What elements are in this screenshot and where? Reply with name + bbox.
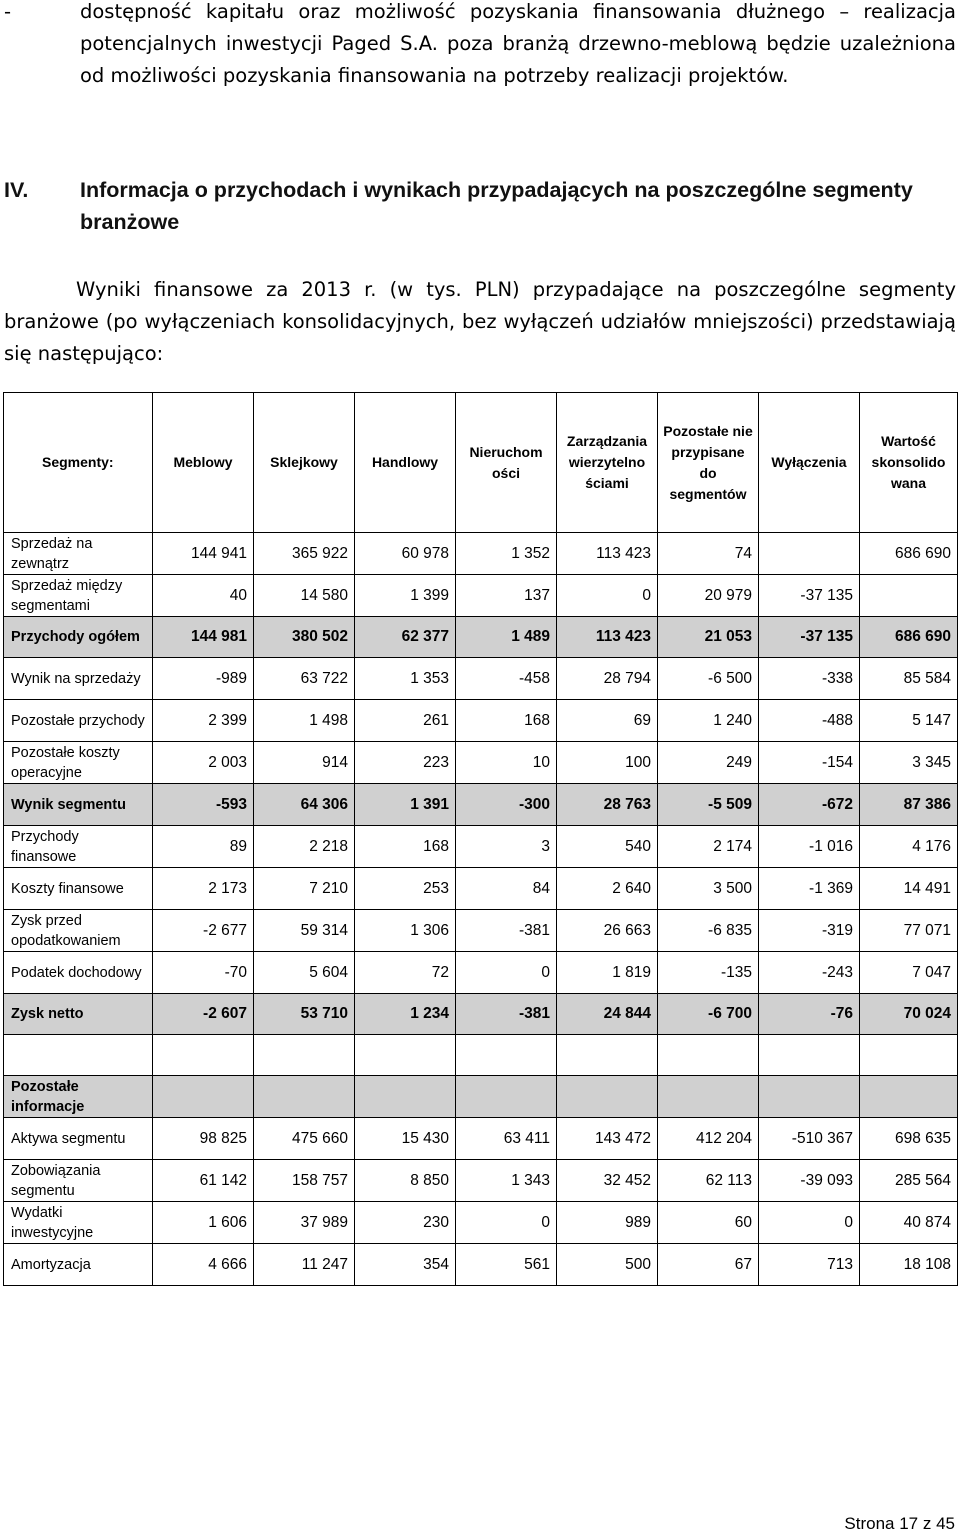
value-cell: 1 234 xyxy=(355,994,456,1035)
value-cell: 69 xyxy=(557,700,658,742)
value-cell: 77 071 xyxy=(860,910,958,952)
header-cell: Wartość skonsolido wana xyxy=(860,393,958,533)
value-cell: 0 xyxy=(759,1202,860,1244)
value-cell: -76 xyxy=(759,994,860,1035)
value-cell: 540 xyxy=(557,826,658,868)
value-cell: 85 584 xyxy=(860,658,958,700)
value-cell: 15 430 xyxy=(355,1118,456,1160)
row-label: Wydatki inwestycyjne xyxy=(4,1202,153,1244)
value-cell: -70 xyxy=(153,952,254,994)
value-cell: -488 xyxy=(759,700,860,742)
value-cell: 2 218 xyxy=(254,826,355,868)
value-cell: -37 135 xyxy=(759,575,860,617)
page-number: Strona 17 z 45 xyxy=(844,1514,955,1533)
value-cell: 4 666 xyxy=(153,1244,254,1286)
value-cell: -6 835 xyxy=(658,910,759,952)
row-label: Przychody finansowe xyxy=(4,826,153,868)
value-cell: 158 757 xyxy=(254,1160,355,1202)
bullet-paragraph xyxy=(4,0,956,92)
value-cell: 11 247 xyxy=(254,1244,355,1286)
value-cell xyxy=(860,575,958,617)
value-cell: 698 635 xyxy=(860,1118,958,1160)
value-cell: 53 710 xyxy=(254,994,355,1035)
value-cell xyxy=(759,533,860,575)
header-cell: Zarządzania wierzytelno ściami xyxy=(557,393,658,533)
row-label: Zysk przed opodatkowaniem xyxy=(4,910,153,952)
value-cell: 686 690 xyxy=(860,533,958,575)
value-cell: 1 489 xyxy=(456,617,557,658)
value-cell: 1 353 xyxy=(355,658,456,700)
table-row xyxy=(4,1244,958,1286)
value-cell: 21 053 xyxy=(658,617,759,658)
value-cell: 24 844 xyxy=(557,994,658,1035)
value-cell: 74 xyxy=(658,533,759,575)
value-cell: 3 345 xyxy=(860,742,958,784)
value-cell: 5 604 xyxy=(254,952,355,994)
value-cell: 62 113 xyxy=(658,1160,759,1202)
value-cell: 28 763 xyxy=(557,784,658,826)
value-cell: 28 794 xyxy=(557,658,658,700)
header-cell: Wyłączenia xyxy=(759,393,860,533)
header-cell: Segmenty: xyxy=(4,393,153,533)
table-row xyxy=(4,533,958,575)
value-cell: 686 690 xyxy=(860,617,958,658)
bullet-marker: - xyxy=(4,0,12,23)
value-cell: 1 240 xyxy=(658,700,759,742)
value-cell: 60 978 xyxy=(355,533,456,575)
value-cell: 7 047 xyxy=(860,952,958,994)
row-label: Wynik segmentu xyxy=(4,784,153,826)
value-cell: 230 xyxy=(355,1202,456,1244)
table-row-total xyxy=(4,784,958,826)
section-heading xyxy=(4,174,956,238)
value-cell: 1 391 xyxy=(355,784,456,826)
value-cell: 380 502 xyxy=(254,617,355,658)
value-cell: -593 xyxy=(153,784,254,826)
value-cell: 18 108 xyxy=(860,1244,958,1286)
value-cell: 1 352 xyxy=(456,533,557,575)
value-cell: 2 173 xyxy=(153,868,254,910)
table-row xyxy=(4,658,958,700)
value-cell: 72 xyxy=(355,952,456,994)
row-label: Pozostałe informacje xyxy=(4,1076,153,1118)
value-cell: 143 472 xyxy=(557,1118,658,1160)
row-label: Sprzedaż na zewnątrz xyxy=(4,533,153,575)
value-cell: 2 174 xyxy=(658,826,759,868)
value-cell: 1 606 xyxy=(153,1202,254,1244)
value-cell: -1 016 xyxy=(759,826,860,868)
value-cell: -6 700 xyxy=(658,994,759,1035)
value-cell: 37 989 xyxy=(254,1202,355,1244)
header-cell: Handlowy xyxy=(355,393,456,533)
value-cell: 1 819 xyxy=(557,952,658,994)
value-cell: 1 306 xyxy=(355,910,456,952)
value-cell: 62 377 xyxy=(355,617,456,658)
header-cell: Sklejkowy xyxy=(254,393,355,533)
table-row xyxy=(4,826,958,868)
value-cell: 64 306 xyxy=(254,784,355,826)
row-label: Wynik na sprzedaży xyxy=(4,658,153,700)
value-cell: 26 663 xyxy=(557,910,658,952)
value-cell: 2 640 xyxy=(557,868,658,910)
row-label: Zysk netto xyxy=(4,994,153,1035)
bullet-text: dostępność kapitału oraz możliwość pozyskania finansowania dłużnego – realizacja potencjalnych inwestycji Paged S.A. poza branżą drzewno-meblową będzie uzależniona od możliwości pozyskania finansowania na potrzeby realizacji projektów. xyxy=(80,0,956,87)
value-cell: -458 xyxy=(456,658,557,700)
table-row xyxy=(4,575,958,617)
value-cell: 261 xyxy=(355,700,456,742)
intro-text: Wyniki finansowe za 2013 r. (w tys. PLN) przypadające na poszczególne segmenty branżowe (po wyłączeniach konsolidacyjnych, bez wyłączeń udziałów mniejszości) przedstawiają się następująco: xyxy=(4,278,956,365)
value-cell: -2 607 xyxy=(153,994,254,1035)
value-cell: 285 564 xyxy=(860,1160,958,1202)
value-cell: 4 176 xyxy=(860,826,958,868)
table-row xyxy=(4,700,958,742)
value-cell: -2 677 xyxy=(153,910,254,952)
value-cell: -989 xyxy=(153,658,254,700)
value-cell: -300 xyxy=(456,784,557,826)
table-section-row xyxy=(4,1076,958,1118)
value-cell: 89 xyxy=(153,826,254,868)
table-row xyxy=(4,952,958,994)
row-label: Podatek dochodowy xyxy=(4,952,153,994)
value-cell: 0 xyxy=(557,575,658,617)
value-cell: 3 500 xyxy=(658,868,759,910)
value-cell: 40 xyxy=(153,575,254,617)
value-cell: 113 423 xyxy=(557,533,658,575)
value-cell: 67 xyxy=(658,1244,759,1286)
header-cell: Nieruchom ości xyxy=(456,393,557,533)
value-cell: 100 xyxy=(557,742,658,784)
row-label: Sprzedaż między segmentami xyxy=(4,575,153,617)
value-cell: 87 386 xyxy=(860,784,958,826)
row-label: Aktywa segmentu xyxy=(4,1118,153,1160)
value-cell: -319 xyxy=(759,910,860,952)
value-cell: 500 xyxy=(557,1244,658,1286)
value-cell: 3 xyxy=(456,826,557,868)
header-cell: Meblowy xyxy=(153,393,254,533)
intro-paragraph xyxy=(4,274,956,370)
value-cell: -381 xyxy=(456,910,557,952)
value-cell: 8 850 xyxy=(355,1160,456,1202)
value-cell: 40 874 xyxy=(860,1202,958,1244)
value-cell: 168 xyxy=(355,826,456,868)
value-cell: 253 xyxy=(355,868,456,910)
value-cell: 63 411 xyxy=(456,1118,557,1160)
value-cell: 412 204 xyxy=(658,1118,759,1160)
value-cell: 168 xyxy=(456,700,557,742)
table-row-total xyxy=(4,994,958,1035)
value-cell: 0 xyxy=(456,1202,557,1244)
row-label: Przychody ogółem xyxy=(4,617,153,658)
value-cell: -37 135 xyxy=(759,617,860,658)
value-cell: 32 452 xyxy=(557,1160,658,1202)
row-label: Pozostałe przychody xyxy=(4,700,153,742)
table-header-row xyxy=(4,393,958,533)
value-cell: 20 979 xyxy=(658,575,759,617)
table-row xyxy=(4,1160,958,1202)
value-cell: 70 024 xyxy=(860,994,958,1035)
value-cell: 1 399 xyxy=(355,575,456,617)
value-cell: -510 367 xyxy=(759,1118,860,1160)
value-cell: 0 xyxy=(456,952,557,994)
value-cell: 914 xyxy=(254,742,355,784)
value-cell: 365 922 xyxy=(254,533,355,575)
row-label: Pozostałe koszty operacyjne xyxy=(4,742,153,784)
value-cell: 59 314 xyxy=(254,910,355,952)
value-cell: -243 xyxy=(759,952,860,994)
value-cell: -5 509 xyxy=(658,784,759,826)
row-label: Amortyzacja xyxy=(4,1244,153,1286)
value-cell: 10 xyxy=(456,742,557,784)
table-spacer-row xyxy=(4,1035,958,1076)
table-row xyxy=(4,910,958,952)
value-cell: -154 xyxy=(759,742,860,784)
value-cell: 223 xyxy=(355,742,456,784)
value-cell: 137 xyxy=(456,575,557,617)
section-number: IV. xyxy=(4,178,29,202)
value-cell: 989 xyxy=(557,1202,658,1244)
header-cell: Pozostałe nie przypisane do segmentów xyxy=(658,393,759,533)
value-cell: 144 981 xyxy=(153,617,254,658)
value-cell: 475 660 xyxy=(254,1118,355,1160)
row-label: Zobowiązania segmentu xyxy=(4,1160,153,1202)
value-cell: 2 399 xyxy=(153,700,254,742)
value-cell: 7 210 xyxy=(254,868,355,910)
table-row xyxy=(4,742,958,784)
row-label: Koszty finansowe xyxy=(4,868,153,910)
value-cell: 61 142 xyxy=(153,1160,254,1202)
value-cell: 98 825 xyxy=(153,1118,254,1160)
value-cell: 249 xyxy=(658,742,759,784)
value-cell: 1 343 xyxy=(456,1160,557,1202)
value-cell: 2 003 xyxy=(153,742,254,784)
value-cell: -338 xyxy=(759,658,860,700)
value-cell: -1 369 xyxy=(759,868,860,910)
table-row xyxy=(4,1118,958,1160)
value-cell: 113 423 xyxy=(557,617,658,658)
value-cell: -6 500 xyxy=(658,658,759,700)
value-cell: 14 580 xyxy=(254,575,355,617)
section-title: Informacja o przychodach i wynikach przypadających na poszczególne segmenty branżowe xyxy=(80,178,913,234)
value-cell: -672 xyxy=(759,784,860,826)
segment-results-table xyxy=(3,392,958,1286)
value-cell: 713 xyxy=(759,1244,860,1286)
value-cell: 354 xyxy=(355,1244,456,1286)
value-cell: -135 xyxy=(658,952,759,994)
value-cell: 5 147 xyxy=(860,700,958,742)
value-cell: -39 093 xyxy=(759,1160,860,1202)
value-cell: -381 xyxy=(456,994,557,1035)
value-cell: 561 xyxy=(456,1244,557,1286)
table-row xyxy=(4,868,958,910)
value-cell: 144 941 xyxy=(153,533,254,575)
value-cell: 14 491 xyxy=(860,868,958,910)
value-cell: 1 498 xyxy=(254,700,355,742)
value-cell: 84 xyxy=(456,868,557,910)
table-row xyxy=(4,1202,958,1244)
value-cell: 60 xyxy=(658,1202,759,1244)
table-row-total xyxy=(4,617,958,658)
value-cell: 63 722 xyxy=(254,658,355,700)
